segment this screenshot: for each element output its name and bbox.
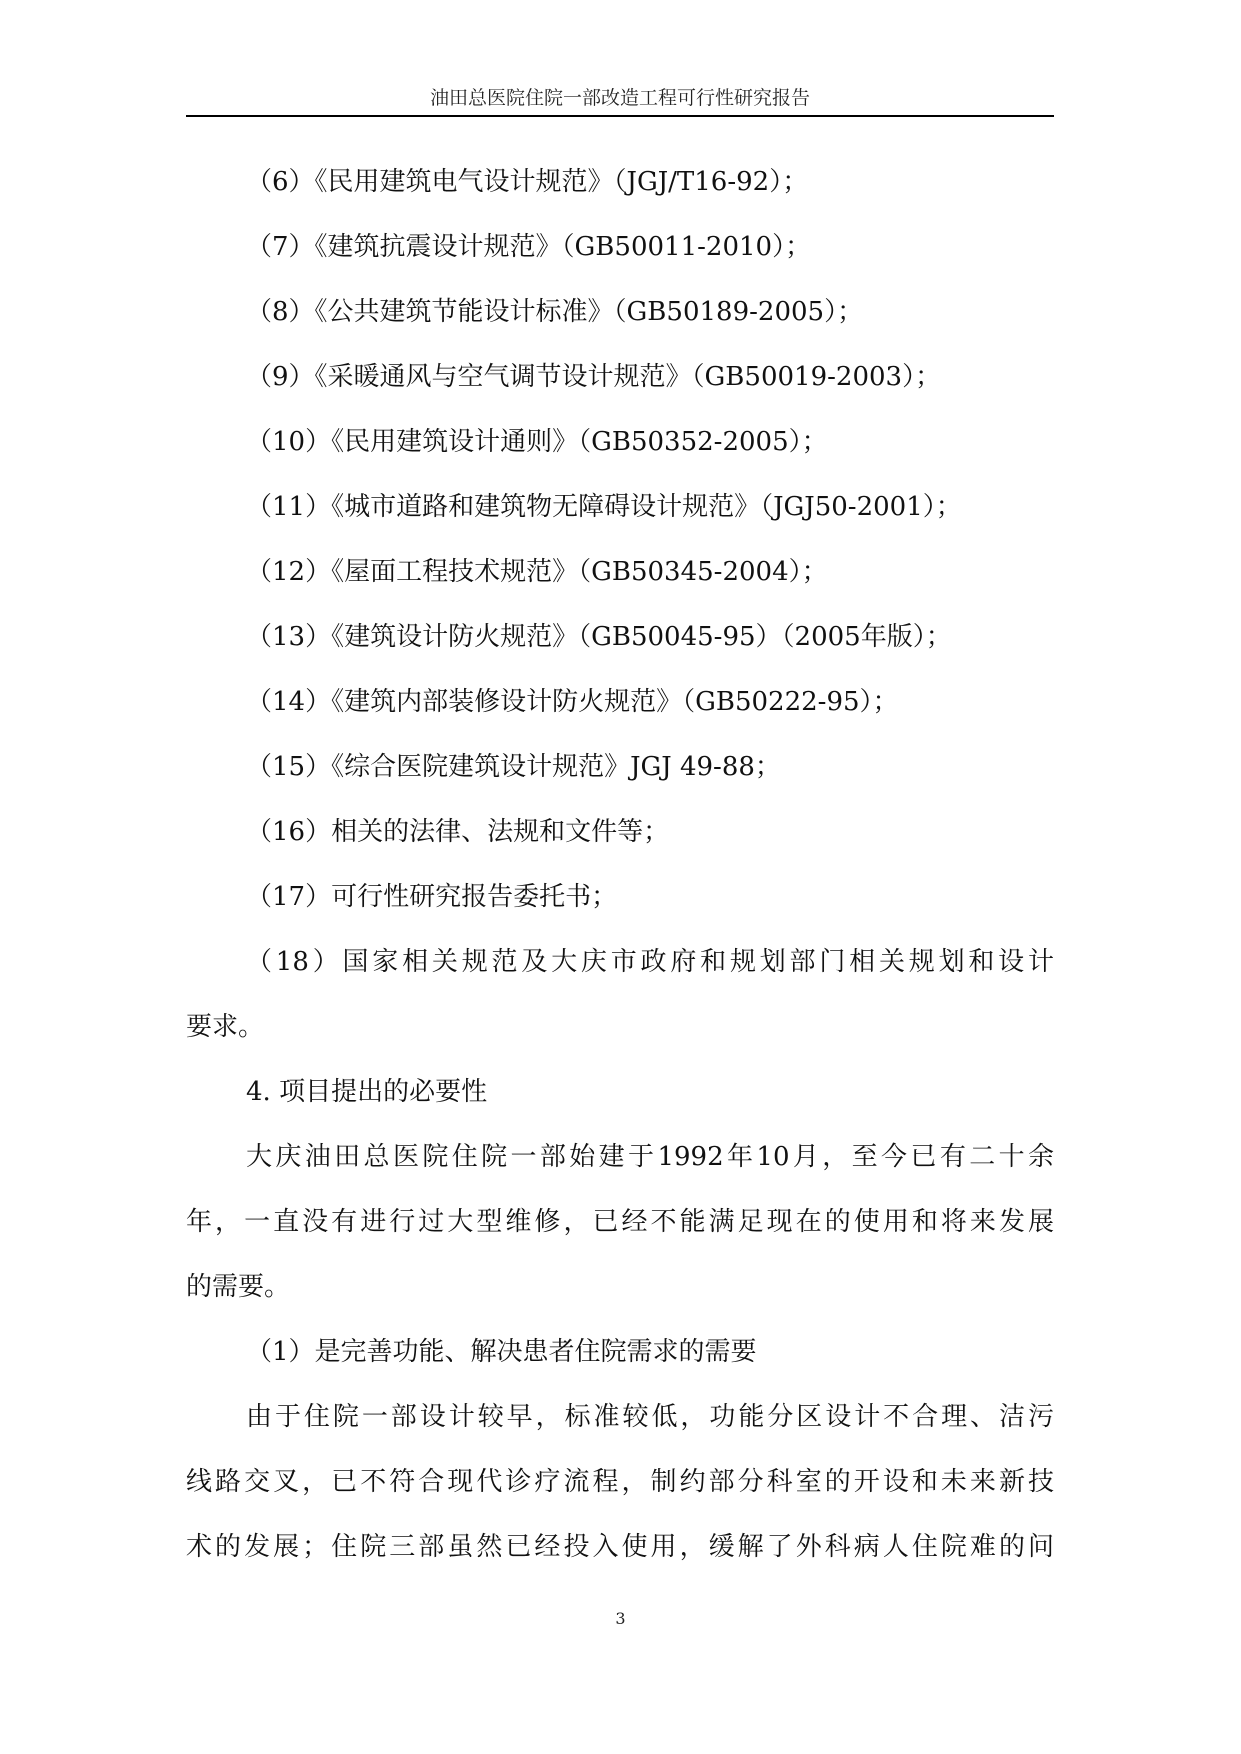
list-item-17: （17）可行性研究报告委托书；	[246, 882, 618, 912]
list-item-8: （8）《公共建筑节能设计标准》（GB50189-2005）；	[246, 297, 864, 327]
list-item-15: （15）《综合医院建筑设计规范》JGJ 49-88；	[246, 752, 781, 782]
list-item-16: （16）相关的法律、法规和文件等；	[246, 817, 670, 847]
list-item-6: （6）《民用建筑电气设计规范》（JGJ/T16-92）；	[246, 167, 809, 197]
list-item-10: （10）《民用建筑设计通则》（GB50352-2005）；	[246, 427, 828, 457]
document-body	[186, 150, 1054, 1580]
paragraph-line: 大庆油田总医院住院一部始建于1992年10月，至今已有二十余	[246, 1142, 1054, 1172]
section-heading: 4. 项目提出的必要性	[246, 1077, 488, 1107]
paragraph-line: 术的发展；住院三部虽然已经投入使用，缓解了外科病人住院难的问	[186, 1532, 1054, 1562]
subsection-heading: （1）是完善功能、解决患者住院需求的需要	[246, 1337, 757, 1367]
list-item-18-continuation: 要求。	[186, 1012, 265, 1042]
list-item-7: （7）《建筑抗震设计规范》（GB50011-2010）；	[246, 232, 812, 262]
list-item-9: （9）《采暖通风与空气调节设计规范》（GB50019-2003）；	[246, 362, 942, 392]
list-item-12: （12）《屋面工程技术规范》（GB50345-2004）；	[246, 557, 828, 587]
list-item-18: （18）国家相关规范及大庆市政府和规划部门相关规划和设计	[246, 947, 1054, 977]
paragraph-line: 由于住院一部设计较早，标准较低，功能分区设计不合理、洁污	[246, 1402, 1054, 1432]
paragraph-line: 的需要。	[186, 1272, 291, 1302]
paragraph-line: 线路交叉，已不符合现代诊疗流程，制约部分科室的开设和未来新技	[186, 1467, 1054, 1497]
header-divider	[186, 115, 1054, 117]
paragraph-line: 年，一直没有进行过大型维修，已经不能满足现在的使用和将来发展	[186, 1207, 1054, 1237]
page-number: 3	[615, 1609, 626, 1628]
running-header: 油田总医院住院一部改造工程可行性研究报告	[429, 87, 810, 109]
list-item-13: （13）《建筑设计防火规范》（GB50045-95）（2005年版）；	[246, 622, 952, 652]
list-item-14: （14）《建筑内部装修设计防火规范》（GB50222-95）；	[246, 687, 899, 717]
list-item-11: （11）《城市道路和建筑物无障碍设计规范》（JGJ50-2001）；	[246, 492, 962, 522]
